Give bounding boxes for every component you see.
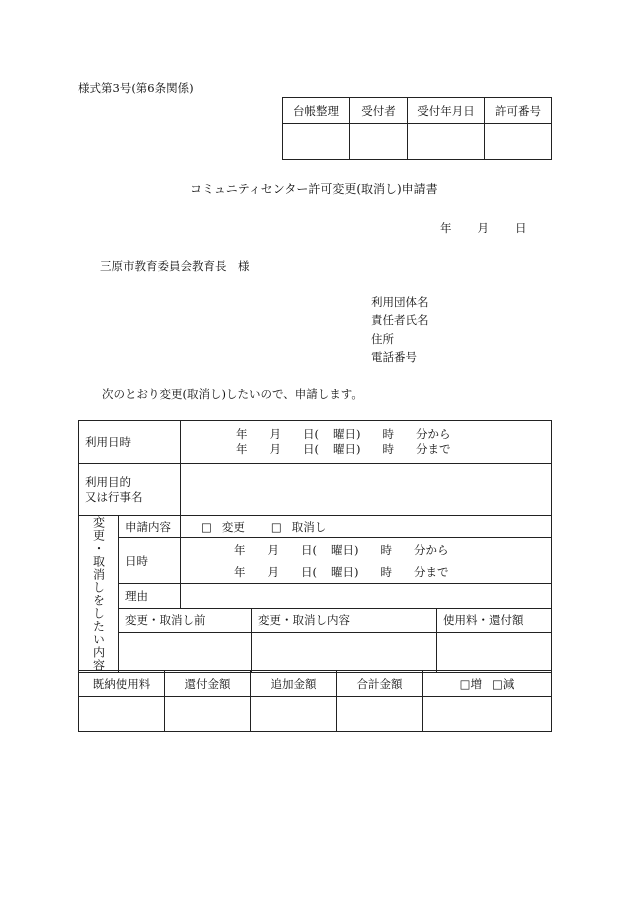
fee-label: 使用料・還付額 — [437, 608, 552, 632]
admin-header-receiver: 受付者 — [350, 98, 408, 124]
paid-fee-value[interactable] — [79, 697, 165, 732]
request-label: 申請内容 — [119, 516, 181, 538]
change-from-line: 年 月 日( 曜日) 時 分から — [234, 542, 449, 557]
usage-datetime-value[interactable] — [181, 421, 552, 464]
admin-header-receipt-date: 受付年月日 — [408, 98, 485, 124]
applicant-address: 住所 — [371, 332, 394, 346]
change-option-label: 変更 — [221, 519, 245, 534]
additional-amount-header: 追加金額 — [251, 671, 337, 697]
additional-amount-value[interactable] — [251, 697, 337, 732]
usage-from-line: 年 月 日( 曜日) 時 分から 年 月 日( 曜日) 時 分まで — [181, 427, 551, 457]
paid-fee-header: 既納使用料 — [79, 671, 165, 697]
total-amount-value[interactable] — [337, 697, 423, 732]
usage-to-line: 年 月 日( 曜日) 時 分まで — [236, 442, 451, 456]
reason-label: 理由 — [119, 584, 181, 608]
change-to-line: 年 月 日( 曜日) 時 分まで — [234, 564, 449, 579]
cancel-option-label: 取消し — [291, 519, 327, 534]
form-title: コミュニティセンター許可変更(取消し)申請書 — [190, 182, 438, 196]
admin-header-permit-number: 許可番号 — [485, 98, 552, 124]
applicant-org-name: 利用団体名 — [371, 295, 429, 309]
increase-checkbox[interactable]: □増 — [459, 676, 482, 691]
total-amount-header: 合計金額 — [337, 671, 423, 697]
before-value[interactable] — [119, 632, 252, 672]
change-checkbox[interactable]: □ — [201, 519, 212, 534]
date-line — [440, 220, 527, 236]
content-value[interactable] — [252, 632, 437, 672]
purpose-value[interactable] — [181, 464, 552, 516]
before-label: 変更・取消し前 — [119, 608, 252, 632]
applicant-phone: 電話番号 — [371, 350, 417, 364]
fee-value[interactable] — [437, 632, 552, 672]
change-section-label: 変更・取消しをしたい内容 — [79, 516, 119, 673]
applicant-responsible: 責任者氏名 — [371, 313, 429, 327]
change-datetime-label: 日時 — [119, 538, 181, 584]
date-month: 月 — [477, 221, 489, 235]
request-options — [181, 516, 552, 538]
decrease-checkbox[interactable]: □減 — [492, 676, 515, 691]
content-label: 変更・取消し内容 — [252, 608, 437, 632]
admin-cell-receiver[interactable] — [350, 124, 408, 160]
date-year: 年 — [440, 221, 452, 235]
cancel-checkbox[interactable]: □ — [270, 519, 282, 534]
main-table — [78, 420, 552, 673]
increase-decrease-value[interactable] — [423, 697, 552, 732]
reason-value[interactable] — [181, 584, 552, 608]
form-number: 様式第3号(第6条関係) — [78, 81, 194, 95]
date-day: 日 — [515, 221, 527, 235]
intro-text: 次のとおり変更(取消し)したいので、申請します。 — [102, 387, 363, 401]
admin-table — [282, 97, 552, 160]
addressee: 三原市教育委員会教育長 様 — [100, 259, 250, 273]
refund-amount-header: 還付金額 — [165, 671, 251, 697]
admin-cell-permit-number[interactable] — [485, 124, 552, 160]
admin-cell-receipt-date[interactable] — [408, 124, 485, 160]
refund-amount-value[interactable] — [165, 697, 251, 732]
purpose-label: 利用目的 又は行事名 — [79, 464, 181, 516]
increase-decrease-header — [423, 671, 552, 697]
admin-header-ledger: 台帳整理 — [283, 98, 350, 124]
fee-table — [78, 670, 552, 732]
change-datetime-value[interactable] — [181, 538, 552, 584]
usage-datetime-label: 利用日時 — [79, 421, 181, 464]
admin-cell-ledger[interactable] — [283, 124, 350, 160]
